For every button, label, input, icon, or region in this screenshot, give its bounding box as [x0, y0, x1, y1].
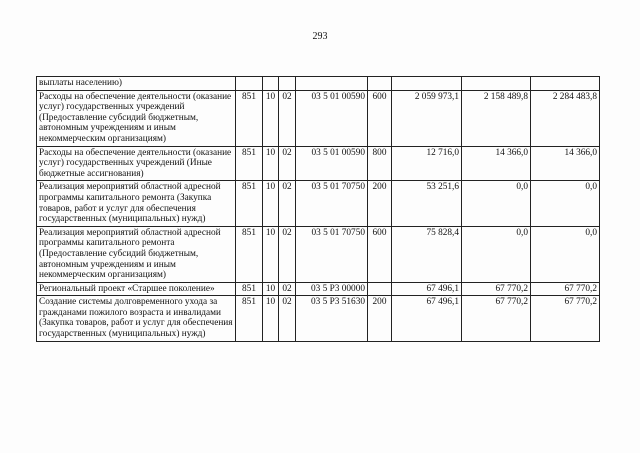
target-article: 03 5 P3 51630	[296, 296, 368, 341]
row-name: Региональный проект «Старшее поколение»	[37, 282, 236, 296]
amount-year-3: 67 770,2	[531, 296, 600, 341]
target-article: 03 5 01 00590	[296, 90, 368, 146]
subsection-code: 02	[279, 226, 296, 282]
table-row	[37, 77, 600, 91]
amount-year-1: 2 059 973,1	[392, 90, 462, 146]
ministry-code	[236, 77, 263, 91]
target-article: 03 5 01 70750	[296, 226, 368, 282]
amount-year-3: 2 284 483,8	[531, 90, 600, 146]
table-row	[37, 181, 600, 226]
amount-year-2: 14 366,0	[462, 146, 531, 181]
ministry-code: 851	[236, 181, 263, 226]
amount-year-1	[392, 77, 462, 91]
subsection-code: 02	[279, 146, 296, 181]
amount-year-3: 0,0	[531, 226, 600, 282]
table-row	[37, 226, 600, 282]
amount-year-2: 0,0	[462, 226, 531, 282]
row-name: Расходы на обеспечение деятельности (оказание услуг) государственных учреждений (Иные бюджетные ассигнования)	[37, 146, 236, 181]
row-name: выплаты населению)	[37, 77, 236, 91]
row-name: Создание системы долговременного ухода за гражданами пожилого возраста и инвалидами (Закупка товаров, работ и услуг для обеспечения государственных (муниципальных) нужд)	[37, 296, 236, 341]
amount-year-2: 67 770,2	[462, 282, 531, 296]
expense-type: 200	[368, 296, 392, 341]
section-code: 10	[263, 181, 279, 226]
expense-type: 600	[368, 90, 392, 146]
section-code: 10	[263, 90, 279, 146]
budget-table	[36, 76, 600, 342]
amount-year-1: 12 716,0	[392, 146, 462, 181]
amount-year-1: 75 828,4	[392, 226, 462, 282]
section-code	[263, 77, 279, 91]
subsection-code: 02	[279, 282, 296, 296]
expense-type	[368, 77, 392, 91]
amount-year-3: 14 366,0	[531, 146, 600, 181]
section-code: 10	[263, 146, 279, 181]
ministry-code: 851	[236, 282, 263, 296]
amount-year-2	[462, 77, 531, 91]
amount-year-3: 0,0	[531, 181, 600, 226]
section-code: 10	[263, 226, 279, 282]
table-row	[37, 90, 600, 146]
ministry-code: 851	[236, 226, 263, 282]
section-code: 10	[263, 296, 279, 341]
amount-year-1: 67 496,1	[392, 282, 462, 296]
page-number: 293	[312, 31, 328, 42]
subsection-code	[279, 77, 296, 91]
target-article: 03 5 01 70750	[296, 181, 368, 226]
expense-type: 200	[368, 181, 392, 226]
amount-year-2: 67 770,2	[462, 296, 531, 341]
amount-year-2: 0,0	[462, 181, 531, 226]
table-row	[37, 282, 600, 296]
amount-year-1: 67 496,1	[392, 296, 462, 341]
amount-year-3: 67 770,2	[531, 282, 600, 296]
subsection-code: 02	[279, 181, 296, 226]
row-name: Реализация мероприятий областной адресной программы капитального ремонта (Предоставление субсидий бюджетным, автономным учреждениям и иным некоммерческим организациям)	[37, 226, 236, 282]
expense-type: 600	[368, 226, 392, 282]
amount-year-3	[531, 77, 600, 91]
target-article: 03 5 P3 00000	[296, 282, 368, 296]
subsection-code: 02	[279, 296, 296, 341]
row-name: Расходы на обеспечение деятельности (оказание услуг) государственных учреждений (Предоставление субсидий бюджетным, автономным учреждениям и иным некоммерческим организациям)	[37, 90, 236, 146]
amount-year-2: 2 158 489,8	[462, 90, 531, 146]
ministry-code: 851	[236, 90, 263, 146]
expense-type: 800	[368, 146, 392, 181]
ministry-code: 851	[236, 296, 263, 341]
table-row	[37, 146, 600, 181]
expense-type	[368, 282, 392, 296]
section-code: 10	[263, 282, 279, 296]
target-article	[296, 77, 368, 91]
amount-year-1: 53 251,6	[392, 181, 462, 226]
row-name: Реализация мероприятий областной адресной программы капитального ремонта (Закупка товаров, работ и услуг для обеспечения государственных (муниципальных) нужд)	[37, 181, 236, 226]
subsection-code: 02	[279, 90, 296, 146]
table-row	[37, 296, 600, 341]
target-article: 03 5 01 00590	[296, 146, 368, 181]
ministry-code: 851	[236, 146, 263, 181]
